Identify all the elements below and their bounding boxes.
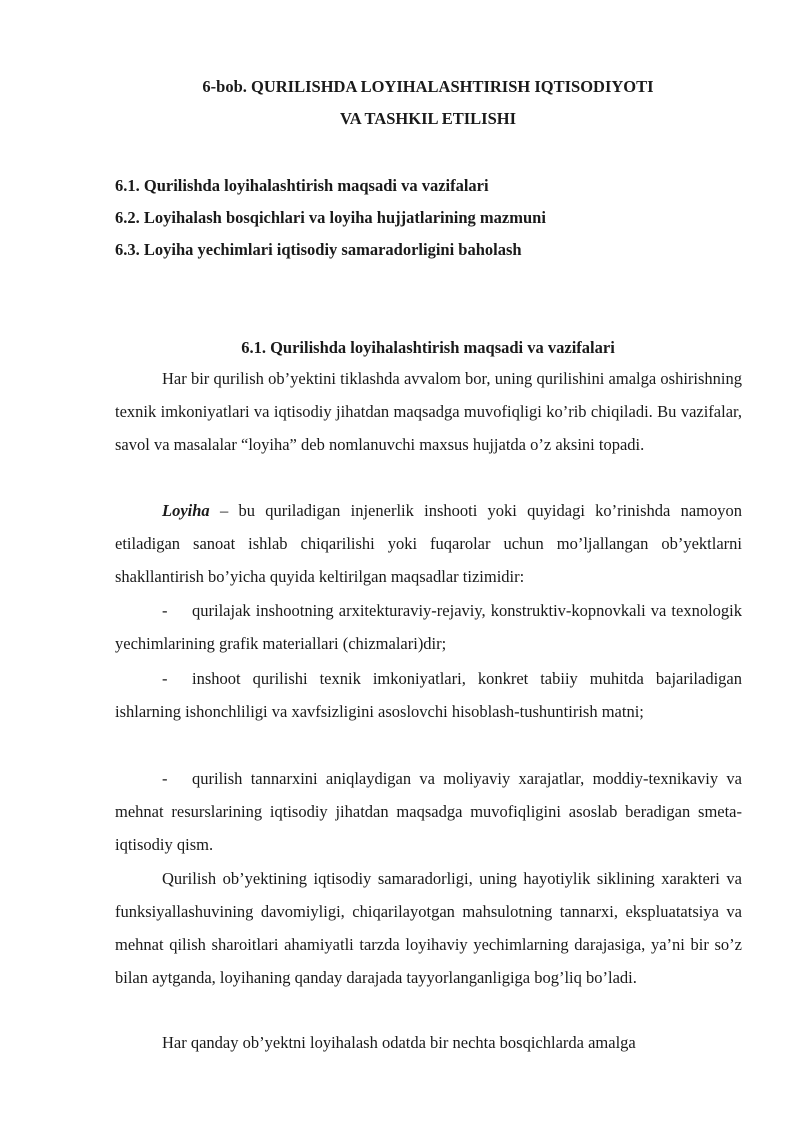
chapter-title-line-1: 6-bob. QURILISHDA LOYIHALASHTIRISH IQTISODIYOTI	[202, 77, 654, 96]
paragraph-efficiency: Qurilish ob’yektining iqtisodiy samaradorligi, uning hayotiylik siklining xarakteri va funksiyallashuvining davomiyligi, chiqarilayotgan mahsulotning tannarxi, ekspluatatsiya va mehnat qilish sharoitlari ahamiyatli tarzda loyihaviy yechimlarning darajasiga, ya’ni bir so’z bilan aytganda, loyihaning qanday darajada tayyorlanganligiga bog’liq bo’ladi.	[115, 869, 742, 987]
toc-item-6-2: 6.2. Loyihalash bosqichlari va loyiha hujjatlarining mazmuni	[115, 208, 546, 227]
bullet-text: qurilajak inshootning arxitekturaviy-rejaviy, konstruktiv-kopnovkali va texnologik yechimlarining grafik materiallari (chizmalari)dir;	[115, 601, 742, 653]
dash-marker: -	[162, 601, 168, 620]
term-loyiha: Loyiha	[162, 501, 210, 520]
dash-marker: -	[162, 669, 168, 688]
bullet-item-2	[115, 662, 742, 728]
toc-item-6-1: 6.1. Qurilishda loyihalashtirish maqsadi va vazifalari	[115, 176, 489, 195]
paragraph-definition	[115, 494, 742, 593]
bullet-text: qurilish tannarxini aniqlaydigan va moliyaviy xarajatlar, moddiy-texnikaviy va mehnat resurslarining iqtisodiy jihatdan maqsadga muvofiqligini asoslab beradigan smeta-iqtisodiy qism.	[115, 769, 742, 854]
dash-marker: -	[162, 769, 168, 788]
paragraph-intro: Har bir qurilish ob’yektini tiklashda avvalom bor, uning qurilishini amalga oshirishning texnik imkoniyatlari va iqtisodiy jihatdan maqsadga muvofiqligi ko’rib chiqiladi. Bu vazifalar, savol va masalalar “loyiha” deb nomlanuvchi maxsus hujjatda o’z aksini topadi.	[115, 369, 742, 454]
paragraph-continued: Har qanday ob’yektni loyihalash odatda bir nechta bosqichlarda amalga	[162, 1033, 636, 1052]
section-heading: 6.1. Qurilishda loyihalashtirish maqsadi va vazifalari	[241, 338, 615, 357]
toc-item-6-3: 6.3. Loyiha yechimlari iqtisodiy samaradorligini baholash	[115, 240, 522, 259]
bullet-item-3	[115, 762, 742, 861]
chapter-title-line-2: VA TASHKIL ETILISHI	[339, 109, 517, 128]
bullet-item-1	[115, 594, 742, 660]
bullet-text: inshoot qurilishi texnik imkoniyatlari, konkret tabiiy muhitda bajariladigan ishlarning ishonchliligi va xavfsizligini asoslovchi hisoblash-tushuntirish matni;	[115, 669, 742, 721]
definition-text: – bu quriladigan injenerlik inshooti yoki quyidagi ko’rinishda namoyon etiladigan sanoat ishlab chiqarilishi yoki fuqarolar uchun mo’ljallangan ob’yektlarni shakllantirish bo’yicha quyida keltirilgan maqsadlar tizimidir:	[115, 501, 742, 586]
